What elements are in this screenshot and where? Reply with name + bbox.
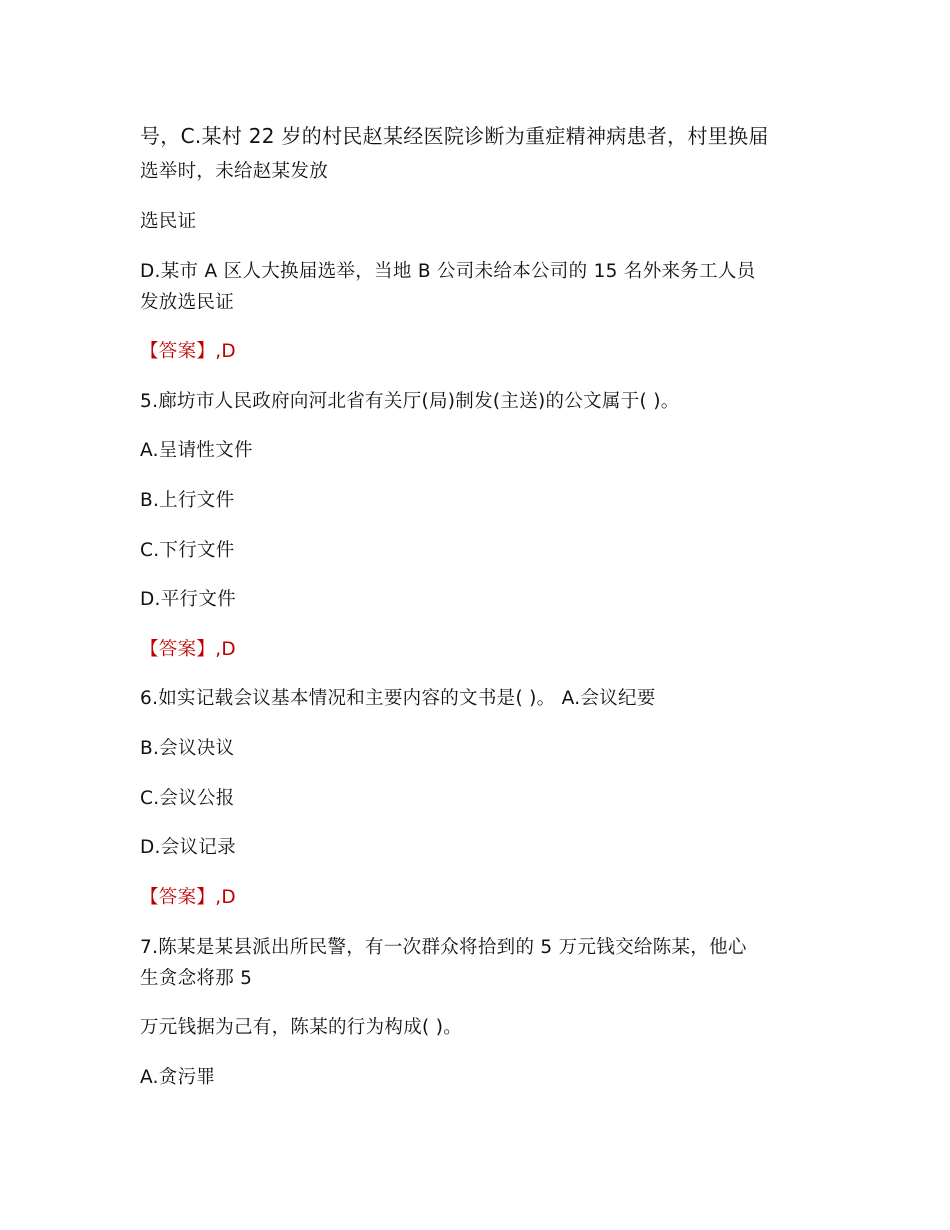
q6-question: 6.如实记载会议基本情况和主要内容的文书是( )。 A.会议纪要 <box>140 688 656 709</box>
q4-answer: 【答案】,D <box>140 341 236 362</box>
q6-option-b: B.会议决议 <box>140 738 235 759</box>
q7-question-line1: 7.陈某是某县派出所民警，有一次群众将拾到的 5 万元钱交给陈某，他心 <box>140 937 747 958</box>
q6-answer: 【答案】,D <box>140 887 236 908</box>
q4-option-d-line2: 发放选民证 <box>140 292 235 313</box>
q4-option-d-line1: D.某市 A 区人大换届选举，当地 B 公司未给本公司的 15 名外来务工人员 <box>140 261 756 282</box>
q4-option-c-line2: 选举时，未给赵某发放 <box>140 161 329 182</box>
q5-question: 5.廊坊市人民政府向河北省有关厅(局)制发(主送)的公文属于( )。 <box>140 391 680 412</box>
q4-option-c-line1: 号，C.某村 22 岁的村民赵某经医院诊断为重症精神病患者，村里换届 <box>140 124 769 148</box>
q5-option-b: B.上行文件 <box>140 490 235 511</box>
q7-option-a: A.贪污罪 <box>140 1067 216 1088</box>
q6-option-d: D.会议记录 <box>140 837 236 858</box>
q7-question-line3: 万元钱据为己有，陈某的行为构成( )。 <box>140 1017 463 1038</box>
q5-option-d: D.平行文件 <box>140 589 236 610</box>
q4-option-c-line3: 选民证 <box>140 211 197 232</box>
q6-option-c: C.会议公报 <box>140 788 235 809</box>
q5-option-c: C.下行文件 <box>140 540 235 561</box>
q7-question-line2: 生贪念将那 5 <box>140 968 253 989</box>
q5-answer: 【答案】,D <box>140 639 236 660</box>
q5-option-a: A.呈请性文件 <box>140 440 253 461</box>
